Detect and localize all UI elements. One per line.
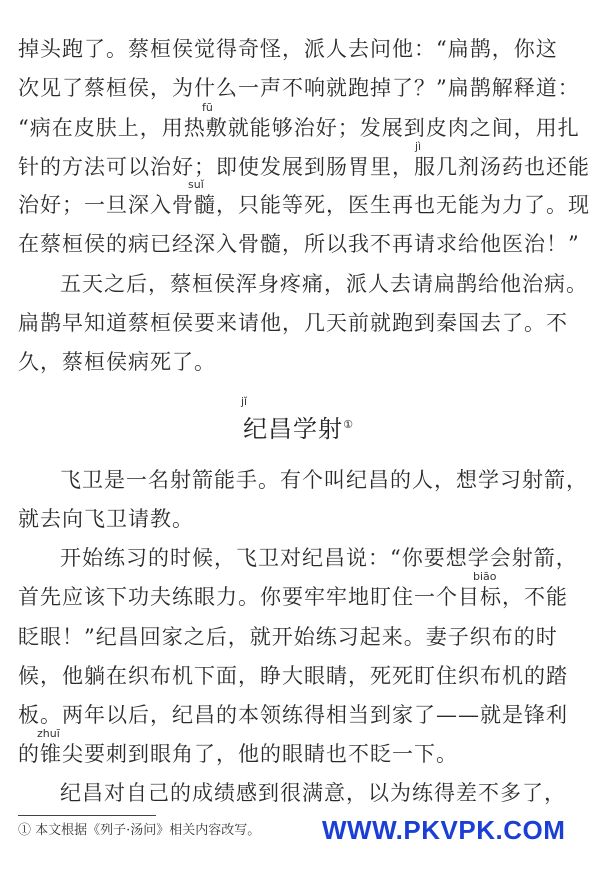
text-line: 久，蔡桓侯病死了。 (18, 350, 216, 374)
text-line: 候，他躺在织布机下面，睁大眼睛，死死盯住织布机的踏 (18, 664, 568, 688)
footnote-marker: ① (343, 418, 353, 431)
text-line: 纪昌对自己的成绩感到很满意，以为练得差不多了， (60, 781, 566, 805)
text-line: 的锥尖要刺到眼角了，他的眼睛也不眨一下。 (18, 742, 458, 766)
text-line: 针的方法可以治好；即使发展到肠胃里，服几剂汤药也还能 (18, 155, 590, 179)
footnote-divider (18, 815, 156, 816)
text-line: 扁鹊早知道蔡桓侯要来请他，几天前就跑到秦国去了。不 (18, 311, 568, 335)
watermark: WWW.PKVPK.COM (322, 815, 566, 845)
section-title (0, 410, 596, 444)
pinyin-annotation: fū (202, 101, 213, 114)
text-line: 次见了蔡桓侯，为什么一声不响就跑掉了？”扁鹊解释道： (18, 76, 580, 100)
text-line: 板。两年以后，纪昌的本领练得相当到家了——就是锋利 (18, 703, 568, 727)
pinyin-annotation: suǐ (188, 178, 204, 191)
text-line: 首先应该下功夫练眼力。你要牢牢地盯住一个目标，不能 (18, 585, 568, 609)
pinyin-annotation: biāo (473, 570, 497, 583)
text-line: 治好；一旦深入骨髓，只能等死，医生再也无能为力了。现 (18, 193, 590, 217)
pinyin-annotation: jì (415, 140, 422, 153)
text-line: 掉头跑了。蔡桓侯觉得奇怪，派人去问他：“扁鹊，你这 (18, 37, 558, 61)
text-line: 眨眼！”纪昌回家之后，就开始练习起来。妻子织布的时 (18, 625, 558, 649)
text-line: 在蔡桓侯的病已经深入骨髓，所以我不再请求给他医治！” (18, 232, 580, 256)
text-line: 飞卫是一名射箭能手。有个叫纪昌的人，想学习射箭， (60, 468, 588, 492)
text-line: “病在皮肤上，用热敷就能够治好；发展到皮肉之间，用扎 (18, 116, 580, 140)
section-title-text: 纪昌学射 (243, 415, 344, 443)
text-line: 开始练习的时候，飞卫对纪昌说：“你要想学会射箭， (60, 546, 578, 570)
text-line: 五天之后，蔡桓侯浑身疼痛，派人去请扁鹊给他治病。 (60, 272, 588, 296)
pinyin-annotation: zhuī (37, 727, 60, 740)
text-line: 就去向飞卫请教。 (18, 507, 194, 531)
title-pinyin: jǐ (241, 395, 248, 408)
footnote: ① 本文根据《列子·汤问》相关内容改写。 (18, 823, 261, 838)
